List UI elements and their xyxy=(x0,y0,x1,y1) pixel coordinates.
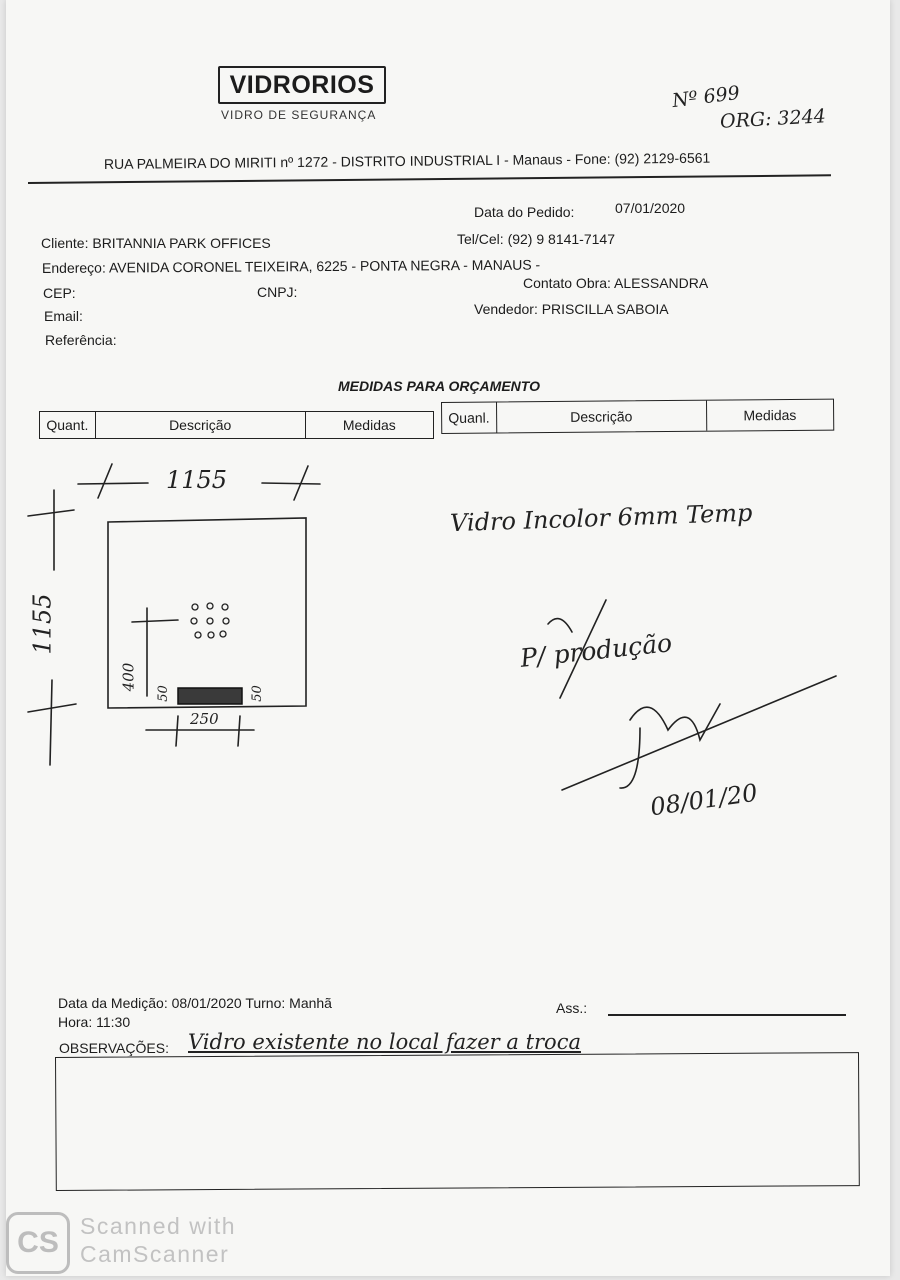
header-descricao-right: Descrição xyxy=(497,401,707,433)
order-date-label: Data do Pedido: xyxy=(474,204,575,220)
production-note: P/ produção xyxy=(518,628,674,673)
seller-field: Vendedor: PRISCILLA SABOIA xyxy=(474,301,669,317)
header-descricao: Descrição xyxy=(96,412,306,438)
dimension-400: 400 xyxy=(119,662,138,692)
height-dimension: 1155 xyxy=(28,593,57,655)
measures-title: MEDIDAS PARA ORÇAMENTO xyxy=(338,378,540,394)
cutout-slot xyxy=(178,688,242,704)
org-number: ORG: 3244 xyxy=(719,105,827,133)
dimension-50-right: 50 xyxy=(249,685,265,702)
glass-panel-outline xyxy=(108,518,306,708)
observations-text: Vidro existente no local fazer a troca xyxy=(188,1030,581,1054)
header-quant: Quant. xyxy=(40,412,96,438)
dimension-50-left: 50 xyxy=(155,685,171,702)
cnpj-field: CNPJ: xyxy=(257,284,298,300)
signature-label: Ass.: xyxy=(556,1000,588,1016)
width-dimension: 1155 xyxy=(166,466,228,494)
client-field: Cliente: BRITANNIA PARK OFFICES xyxy=(41,235,271,251)
phone-field: Tel/Cel: (92) 9 8141-7147 xyxy=(457,231,615,247)
company-tagline: VIDRO DE SEGURANÇA xyxy=(221,108,377,122)
email-field: Email: xyxy=(44,308,83,324)
header-medidas: Medidas xyxy=(342,417,396,433)
watermark-line-1: Scanned with xyxy=(80,1213,237,1239)
watermark-line-2: CamScanner xyxy=(80,1241,230,1267)
contact-field: Contato Obra: ALESSANDRA xyxy=(523,275,709,291)
reference-field: Referência: xyxy=(45,332,117,348)
camscanner-watermark xyxy=(80,1212,236,1268)
cep-field: CEP: xyxy=(43,285,76,301)
observations-box xyxy=(55,1052,860,1191)
measurement-time: Hora: 11:30 xyxy=(58,1014,131,1030)
company-name: VIDRORIOS xyxy=(229,71,375,99)
company-address: RUA PALMEIRA DO MIRITI nº 1272 - DISTRITO INDUSTRIAL I - Manaus - Fone: (92) 2129-6561 xyxy=(103,149,711,172)
signature-line xyxy=(608,1014,846,1016)
order-number: Nº 699 xyxy=(670,81,741,113)
signature-date: 08/01/20 xyxy=(648,778,760,822)
dimension-250: 250 xyxy=(190,710,219,728)
camscanner-logo: CS xyxy=(6,1212,70,1274)
measurement-date: Data da Medição: 08/01/2020 Turno: Manhã xyxy=(58,995,332,1011)
order-date-value: 07/01/2020 xyxy=(615,200,686,216)
header-medidas-right: Medidas xyxy=(743,406,797,424)
glass-description: Vidro Incolor 6mm Temp xyxy=(449,498,753,538)
address-field: Endereço: AVENIDA CORONEL TEIXEIRA, 6225 - PONTA NEGRA - MANAUS - xyxy=(41,256,541,276)
observations-label: OBSERVAÇÕES: xyxy=(59,1040,169,1056)
header-quant-right: Quanl. xyxy=(442,403,497,433)
